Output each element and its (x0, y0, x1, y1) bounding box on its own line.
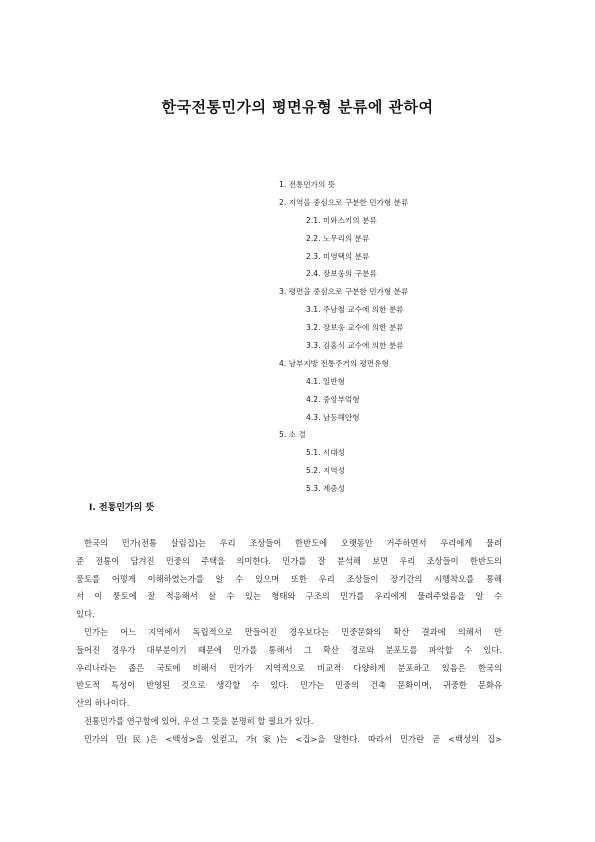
toc-entry: 3.2. 장보웅 교수에 의한 분류 (306, 323, 404, 333)
toc-entry: 4. 남부지방 전통주거의 평면유형 (279, 358, 389, 368)
section-heading: I. 전통민가의 뜻 (89, 503, 155, 513)
toc-entry: 4.2. 중앙부엌형 (306, 394, 360, 404)
body-text-line: 서 이 풍토에 잘 적응해서 살 수 있는 형태와 구조의 민가를 우리에게 물려주었음을 알 수 (76, 591, 502, 602)
body-text (76, 535, 502, 749)
toc-entry: 3. 평면을 중심으로 구분한 민가형 분류 (279, 287, 409, 297)
toc-entry: 2.1. 미와스키의 분류 (306, 215, 377, 225)
body-text-line: 준 전통이 담겨진 민중의 주택을 의미한다. 민가를 잘 분석해 보면 우리 조상들이 한반도의 (76, 555, 502, 566)
toc-entry: 3.1. 주남철 교수에 의한 분류 (306, 305, 404, 315)
body-text-line: 있다. (76, 609, 95, 620)
document-title: 한국전통민가의 평면유형 분류에 관하여 (161, 98, 434, 116)
table-of-contents (279, 176, 539, 498)
body-text-line: 우리나라는 좁은 국토에 비해서 민가가 지역적으로 비교적 다양하게 분포하고 있음은 한국의 (76, 662, 502, 673)
toc-entry: 5.3. 계층성 (306, 484, 345, 494)
body-text-line: 민가는 어느 지역에서 독립적으로 만들어진 경우보다는 민중문화의 확산 결과에 의해서 만 (84, 626, 502, 637)
body-text-line: 들어진 경우가 대부분이기 때문에 민가를 통해서 그 확산 경로와 분포도를 파악할 수 있다. (76, 644, 502, 655)
toc-entry: 1. 전통민가의 뜻 (279, 180, 336, 189)
body-text-line: 전통민가를 연구함에 있어, 우선 그 뜻을 분명히 할 필요가 있다. (84, 715, 314, 726)
toc-entry: 5. 소 결 (279, 430, 306, 440)
body-text-line: 산의 하나이다. (76, 698, 130, 709)
body-text-line: 반도적 특성이 반영된 것으로 생각할 수 있다. 민가는 민중의 건축 문화이며, 귀중한 문화유 (76, 680, 502, 691)
toc-entry: 2.2. 노무리의 분류 (306, 233, 370, 243)
toc-entry: 3.3. 김홍식 교수에 의한 분류 (306, 341, 404, 351)
toc-entry: 2. 지역을 중심으로 구분한 민가형 분류 (279, 197, 409, 207)
toc-entry: 2.3. 미영택의 분류 (306, 251, 370, 261)
toc-entry: 4.1. 일반형 (306, 376, 345, 386)
body-text-line: 민가의 민(民)은 <백성>을 일컫고, 가(家)는 <집>을 말한다. 따라서 민가란 곧 <백성의 집> (84, 733, 502, 744)
toc-entry: 5.2. 지역성 (306, 466, 345, 476)
toc-entry: 2.4. 장보웅의 구분류 (306, 269, 377, 279)
toc-entry: 5.1. 시대성 (306, 448, 345, 458)
body-text-line: 풍토를 어떻게 이해하였는가를 알 수 있으며 또한 우리 조상들이 장기간의 시행착오를 통해 (76, 573, 502, 584)
body-text-line: 한국의 민가(전통 살림집)는 우리 조상들이 한반도에 오랫동안 거주하면서 우리에게 물려 (84, 538, 502, 548)
toc-entry: 4.3. 남동해안형 (306, 412, 360, 422)
